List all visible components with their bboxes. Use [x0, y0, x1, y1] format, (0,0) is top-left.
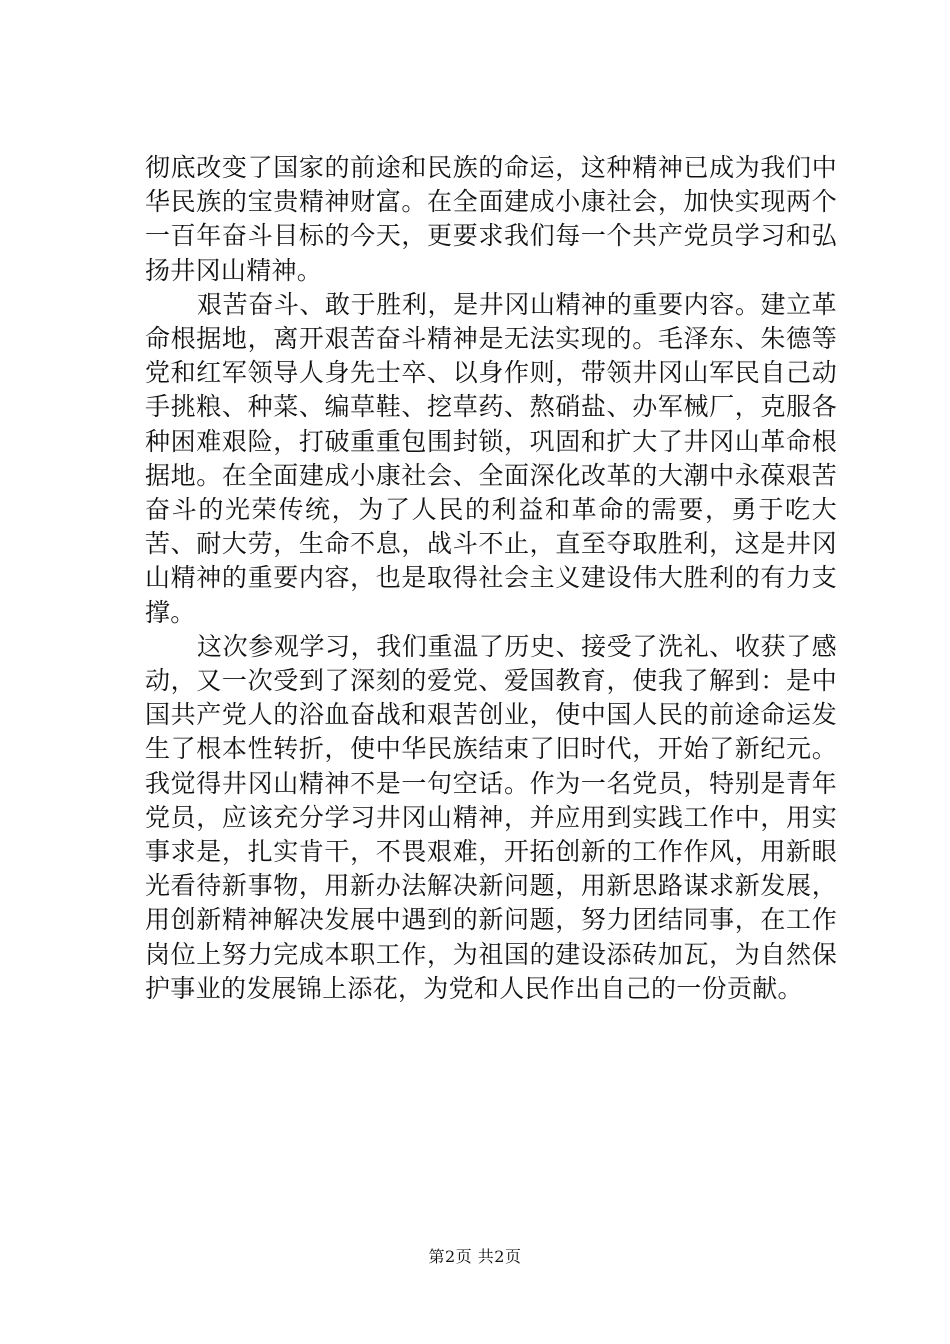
- paragraph-3: 这次参观学习，我们重温了历史、接受了洗礼、收获了感动，又一次受到了深刻的爱党、爱国教育，使我了解到：是中国共产党人的浴血奋战和艰苦创业，使中国人民的前途命运发生了根本性转折，使中华民族结束了旧时代，开始了新纪元。我觉得井冈山精神不是一句空话。作为一名党员，特别是青年党员，应该充分学习井冈山精神，并应用到实践工作中，用实事求是，扎实肯干，不畏艰难，开拓创新的工作作风，用新眼光看待新事物，用新办法解决新问题，用新思路谋求新发展，用创新精神解决发展中遇到的新问题，努力团结同事，在工作岗位上努力完成本职工作，为祖国的建设添砖加瓦，为自然保护事业的发展锦上添花，为党和人民作出自己的一份贡献。: [145, 631, 837, 1003]
- paragraph-1: 彻底改变了国家的前途和民族的命运，这种精神已成为我们中华民族的宝贵精神财富。在全面建成小康社会，加快实现两个一百年奋斗目标的今天，更要求我们每一个共产党员学习和弘扬井冈山精神。: [145, 153, 837, 285]
- document-body: [145, 151, 837, 1006]
- paragraph-2: 艰苦奋斗、敢于胜利，是井冈山精神的重要内容。建立革命根据地，离开艰苦奋斗精神是无法实现的。毛泽东、朱德等党和红军领导人身先士卒、以身作则，带领井冈山军民自己动手挑粮、种菜、编草鞋、挖草药、熬硝盐、办军械厂，克服各种困难艰险，打破重重包围封锁，巩固和扩大了井冈山革命根据地。在全面建成小康社会、全面深化改革的大潮中永葆艰苦奋斗的光荣传统，为了人民的利益和革命的需要，勇于吃大苦、耐大劳，生命不息，战斗不止，直至夺取胜利，这是井冈山精神的重要内容，也是取得社会主义建设伟大胜利的有力支撑。: [145, 289, 837, 627]
- page-footer: 第2页 共2页: [428, 1247, 522, 1266]
